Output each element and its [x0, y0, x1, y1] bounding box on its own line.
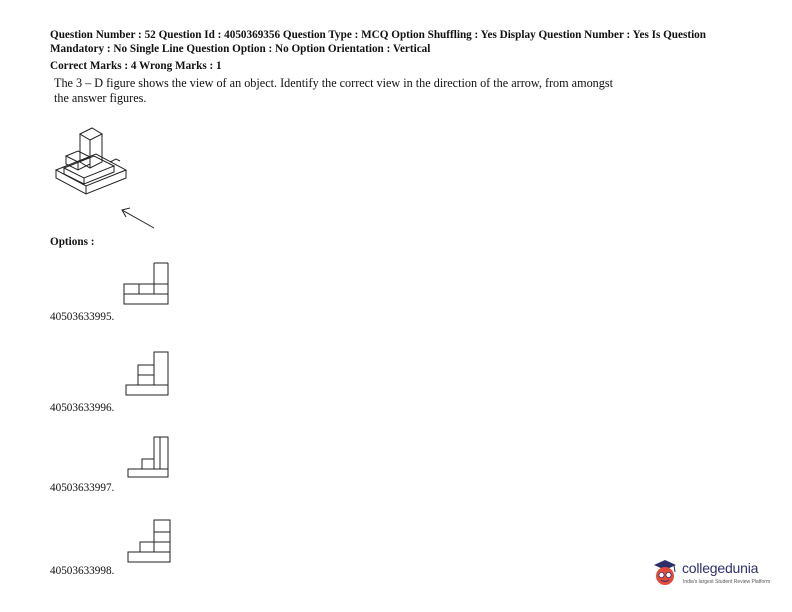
logo-wordmark: collegedunia [682, 560, 759, 576]
option-id-4: 40503633998. [50, 565, 115, 577]
option-figure-4[interactable] [124, 518, 172, 564]
direction-arrow-icon [116, 202, 166, 242]
graduate-mascot-icon [652, 558, 678, 588]
option-id-1: 40503633995. [50, 311, 115, 323]
collegedunia-logo [652, 556, 772, 592]
option-id-2: 40503633996. [50, 402, 115, 414]
logo-tagline: India's largest Student Review Platform [683, 579, 771, 585]
option-figure-1[interactable] [122, 262, 170, 306]
marks-line: Correct Marks : 4 Wrong Marks : 1 [50, 60, 222, 72]
question-meta: Question Number : 52 Question Id : 4050369356 Question Type : MCQ Option Shuffling : Yes Display Question Number : Yes Is Question Mandatory : No Single Line Question Option : No Option Orientation : Vertical [50, 29, 706, 55]
option-figure-2[interactable] [124, 351, 170, 397]
isometric-object-figure [50, 118, 170, 228]
option-figure-3[interactable] [124, 435, 172, 479]
option-id-3: 40503633997. [50, 482, 115, 494]
question-text: The 3 – D figure shows the view of an object. Identify the correct view in the direction of the arrow, from amongst the answer figures. [54, 76, 613, 105]
options-label: Options : [50, 236, 95, 248]
